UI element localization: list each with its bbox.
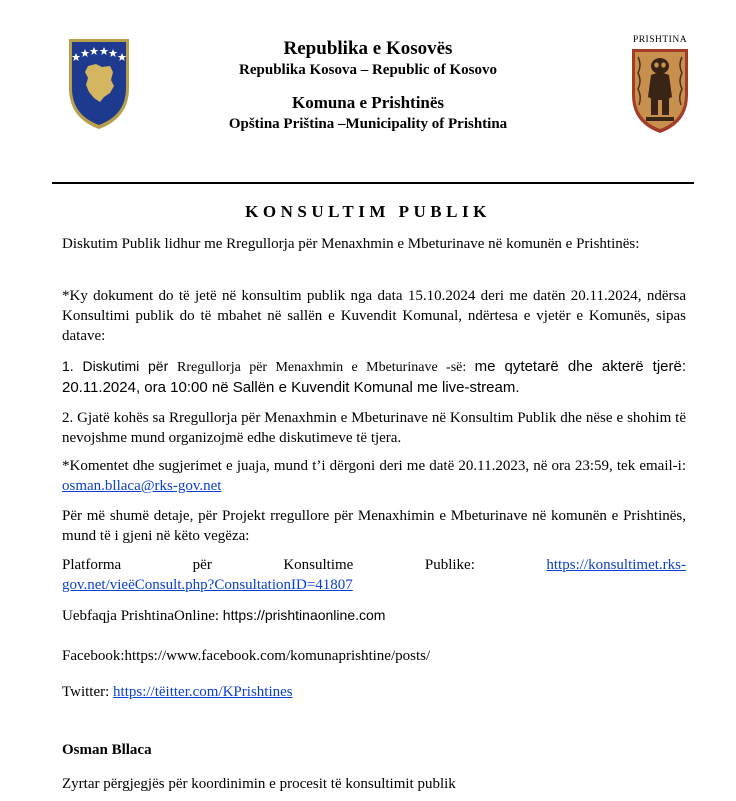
twitter-paragraph: Twitter: https://tëitter.com/KPrishtines	[62, 684, 293, 700]
facebook-paragraph: Facebook:https://www.facebook.com/komunaprishtine/posts/	[62, 648, 431, 664]
signatory-name: Osman Bllaca	[62, 742, 152, 758]
platform-link-part-2[interactable]: gov.net/vieëConsult.php?ConsultationID=41807	[62, 577, 353, 593]
item-1-paragraph: 1. Diskutimi për Rregullorja për Menaxhmin e Mbeturinave -së: me qytetarë dhe akterë tjerë: 20.11.2024, ora 10:00 në Sallën e Kuvendit Komunal me live-stream.	[62, 358, 686, 396]
intro-paragraph: Diskutim Publik lidhur me Rregullorja për Menaxhmin e Mbeturinave në komunën e Prishtinës:	[62, 236, 640, 252]
header-line-2: Republika Kosova – Republic of Kosovo	[239, 62, 497, 78]
header-divider	[52, 182, 694, 184]
prishtina-emblem-label: PRISHTINA	[632, 35, 688, 45]
twitter-link[interactable]: https://tëitter.com/KPrishtines	[113, 684, 293, 700]
email-link[interactable]: osman.bllaca@rks-gov.net	[62, 478, 222, 494]
details-paragraph: Për më shumë detaje, për Projekt rregullore për Menaxhimin e Mbeturinave në komunën e Prishtinës, mund të i gjeni në këto vegëza:	[62, 508, 686, 544]
document-title: KONSULTIM PUBLIK	[245, 202, 491, 221]
signatory-role: Zyrtar përgjegjës për koordinimin e procesit të konsultimit publik	[62, 776, 456, 792]
prishtina-coat-of-arms-icon	[624, 35, 696, 135]
website-url: https://prishtinaonline.com	[222, 607, 386, 623]
header-line-4: Opština Priština –Municipality of Prishtina	[228, 116, 508, 132]
comments-paragraph: *Komentet dhe sugjerimet e juaja, mund t’i dërgoni deri me datë 20.11.2023, në ora 23:59, tek email-i: osman.bllaca@rks-gov.net	[62, 458, 686, 494]
website-paragraph: Uebfaqja PrishtinaOnline: https://prishtinaonline.com	[62, 607, 386, 624]
document-body	[62, 234, 686, 794]
header-line-3: Komuna e Prishtinës	[291, 93, 445, 112]
consultation-period-paragraph: *Ky dokument do të jetë në konsultim publik nga data 15.10.2024 deri me datën 20.11.2024, ndërsa Konsultimi publik do të mbahet në sallën e Kuvendit Komunal, ndërtesa e vjetër e Komunës, sipas datave:	[62, 288, 686, 344]
header-line-1: Republika e Kosovës	[283, 38, 453, 59]
platform-paragraph: Platforma për Konsultime Publike: https://konsultimet.rks- gov.net/vieëConsult.php?ConsultationID=41807	[62, 557, 686, 593]
item-2-paragraph: 2. Gjatë kohës sa Rregullorja për Menaxhmin e Mbeturinave në Konsultim Publik dhe nëse e shohim të nevojshme mund organizojmë edhe diskutimeve të tjera.	[62, 410, 686, 446]
platform-link-part-1[interactable]: https://konsultimet.rks-	[546, 557, 686, 573]
